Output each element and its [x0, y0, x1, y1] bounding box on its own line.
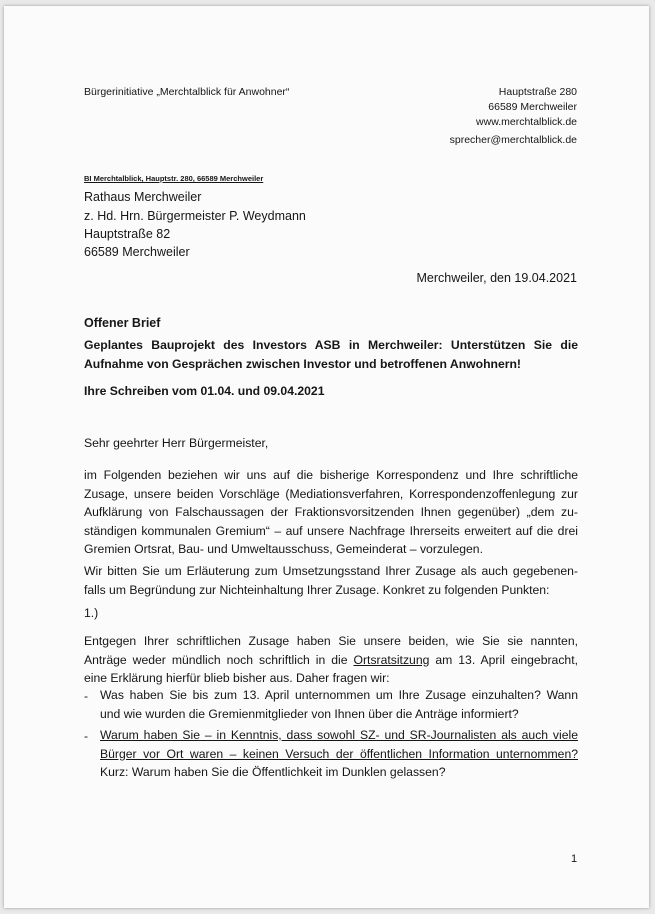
- bullet-1-line: und wie wurden die Gremienmitglieder von Ihnen über die Anträge informiert?: [100, 706, 519, 721]
- letter-heading: Offener Brief: [84, 316, 161, 330]
- bullet-2-line-underlined: Warum haben Sie – in Kenntnis, dass sowohl SZ- und SR-Journalisten als auch viele: [100, 728, 578, 742]
- bullet-item-1: [100, 686, 578, 723]
- paragraph-3: [84, 632, 578, 688]
- paragraph-3-text: Anträge weder mündlich noch schriftlich in die: [84, 652, 348, 667]
- bullet-item-2: [100, 726, 578, 782]
- paragraph-1-line: Aufklärung von Falschaussagen der Fraktionsvorsitzenden Ihnen gegenüber) „dem zu-: [84, 505, 578, 519]
- letter-date: Merchweiler, den 19.04.2021: [416, 271, 577, 285]
- paragraph-1: [84, 466, 578, 559]
- bullet-dash: -: [84, 729, 89, 743]
- salutation: Sehr geehrter Herr Bürgermeister,: [84, 436, 269, 450]
- letter-subject: [84, 336, 578, 373]
- paragraph-3-text: am 13. April eingebracht,: [435, 652, 578, 667]
- subject-line-2: Aufnahme von Gesprächen zwischen Investor und betroffenen Anwohnern!: [84, 356, 521, 371]
- reference-line: Ihre Schreiben vom 01.04. und 09.04.2021: [84, 384, 325, 398]
- ortsratsitzung-underlined: Ortsratsitzung: [353, 652, 430, 667]
- paragraph-3-line: eine Erklärung hierfür blieb bisher aus. Daher fragen wir:: [84, 671, 390, 685]
- bullet-dash: -: [84, 689, 89, 703]
- return-address: BI Merchtalblick, Hauptstr. 280, 66589 Merchweiler: [84, 174, 264, 183]
- sender-email[interactable]: sprecher@merchtalblick.de: [449, 134, 577, 146]
- bullet-1-line: Was haben Sie bis zum 13. April unternommen um Ihre Zusage einzuhalten? Wann: [100, 688, 578, 702]
- sender-street: Hauptstraße 280: [498, 86, 577, 98]
- recipient-line-3: Hauptstraße 82: [84, 227, 171, 241]
- bullet-2-line-underlined: Bürger vor Ort waren – keinen Versuch der öffentlichen Information unternommen?: [100, 746, 578, 761]
- paragraph-3-line: [84, 651, 578, 670]
- sender-website[interactable]: www.merchtalblick.de: [476, 116, 577, 128]
- paragraph-2-line: Wir bitten Sie um Erläuterung zum Umsetzungsstand Ihrer Zusage als auch gegebenen-: [84, 564, 578, 578]
- bullet-2-line: Kurz: Warum haben Sie die Öffentlichkeit im Dunklen gelassen?: [100, 765, 446, 779]
- page-number: 1: [571, 853, 578, 865]
- paragraph-1-line: im Folgenden beziehen wir uns auf die bisherige Korrespondenz und Ihre schriftliche: [84, 468, 578, 482]
- paragraph-3-line: Entgegen Ihrer schriftlichen Zusage haben Sie unsere beiden, wie Sie sie nannten,: [84, 634, 578, 648]
- sender-city: 66589 Merchweiler: [488, 101, 577, 113]
- sender-name: Bürgerinitiative „Merchtalblick für Anwohner“: [84, 86, 290, 98]
- paragraph-1-line: Gremien Ortsrat, Bau- und Umweltausschuss, Gemeinderat – vorzulegen.: [84, 542, 483, 556]
- point-number: 1.): [84, 606, 99, 620]
- paragraph-1-line: ständigen kommunalen Gremium“ – auf unsere Nachfrage Ihrerseits erweitert auf die drei: [84, 523, 578, 538]
- recipient-line-2: z. Hd. Hrn. Bürgermeister P. Weydmann: [84, 209, 306, 223]
- recipient-line-4: 66589 Merchweiler: [84, 245, 190, 259]
- paragraph-2: [84, 562, 578, 599]
- paragraph-1-line: Zusage, unsere beiden Vorschläge (Mediationsverfahren, Korrespondenzoffenlegung zur: [84, 486, 578, 501]
- paragraph-2-line: falls um Begründung zur Nichteinhaltung Ihrer Zusage. Konkret zu folgenden Punkten:: [84, 582, 550, 597]
- letter-page: [4, 6, 649, 908]
- recipient-line-1: Rathaus Merchweiler: [84, 190, 202, 204]
- subject-line-1: Geplantes Bauprojekt des Investors ASB in Merchweiler: Unterstützen Sie die: [84, 338, 578, 352]
